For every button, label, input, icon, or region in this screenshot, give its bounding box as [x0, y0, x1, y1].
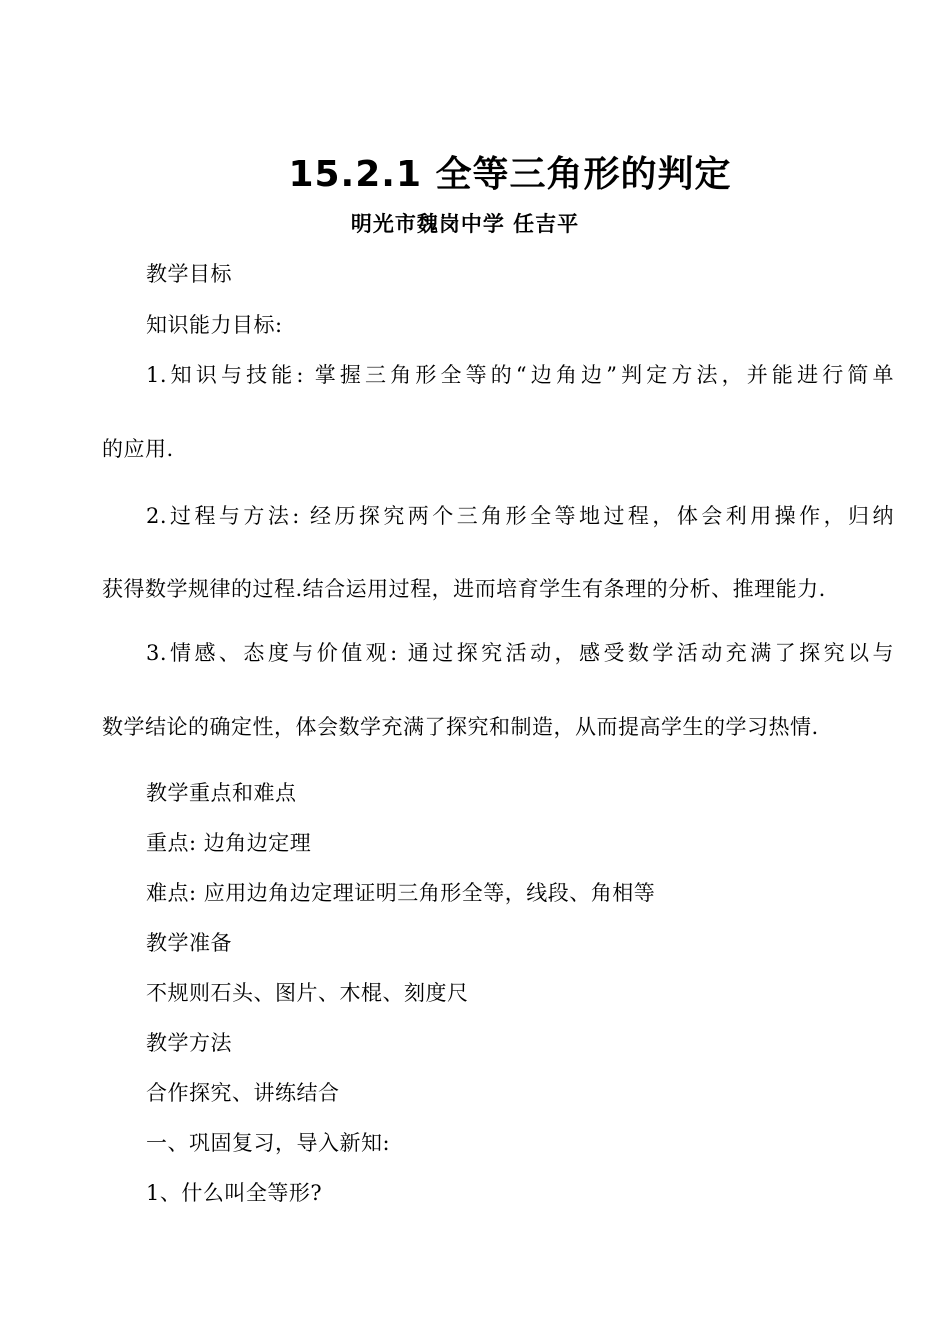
- heading-teaching-objectives: 教学目标: [146, 262, 232, 286]
- heading-teaching-preparation: 教学准备: [146, 931, 232, 955]
- document-title: 15.2.1 全等三角形的判定: [288, 154, 732, 195]
- key-point-text: 重点: 边角边定理: [146, 831, 312, 855]
- difficulty-text: 难点: 应用边角边定理证明三角形全等，线段、角相等: [146, 881, 656, 905]
- heading-key-points-difficulties: 教学重点和难点: [146, 781, 297, 805]
- paragraph-line: 数学结论的确定性，体会数学充满了探究和制造，从而提高学生的学习热情.: [102, 715, 819, 739]
- question-item: 1、什么叫全等形?: [146, 1181, 323, 1205]
- paragraph-line: 的应用.: [102, 437, 174, 461]
- section-heading: 一、巩固复习，导入新知:: [146, 1131, 391, 1155]
- heading-knowledge-ability-objectives: 知识能力目标:: [146, 313, 283, 337]
- method-text: 合作探究、讲练结合: [146, 1081, 340, 1105]
- paragraph-line: 2.过程与方法: 经历探究两个三角形全等地过程，体会利用操作，归纳: [146, 504, 894, 528]
- document-author: 明光市魏岗中学 任吉平: [350, 211, 580, 236]
- preparation-text: 不规则石头、图片、木棍、刻度尺: [146, 981, 469, 1005]
- heading-teaching-method: 教学方法: [146, 1031, 232, 1055]
- paragraph-line: 1.知识与技能: 掌握三角形全等的“边角边”判定方法，并能进行简单: [146, 363, 894, 387]
- paragraph-line: 3.情感、态度与价值观: 通过探究活动，感受数学活动充满了探究以与: [146, 641, 894, 665]
- paragraph-line: 获得数学规律的过程.结合运用过程，进而培育学生有条理的分析、推理能力.: [102, 577, 826, 601]
